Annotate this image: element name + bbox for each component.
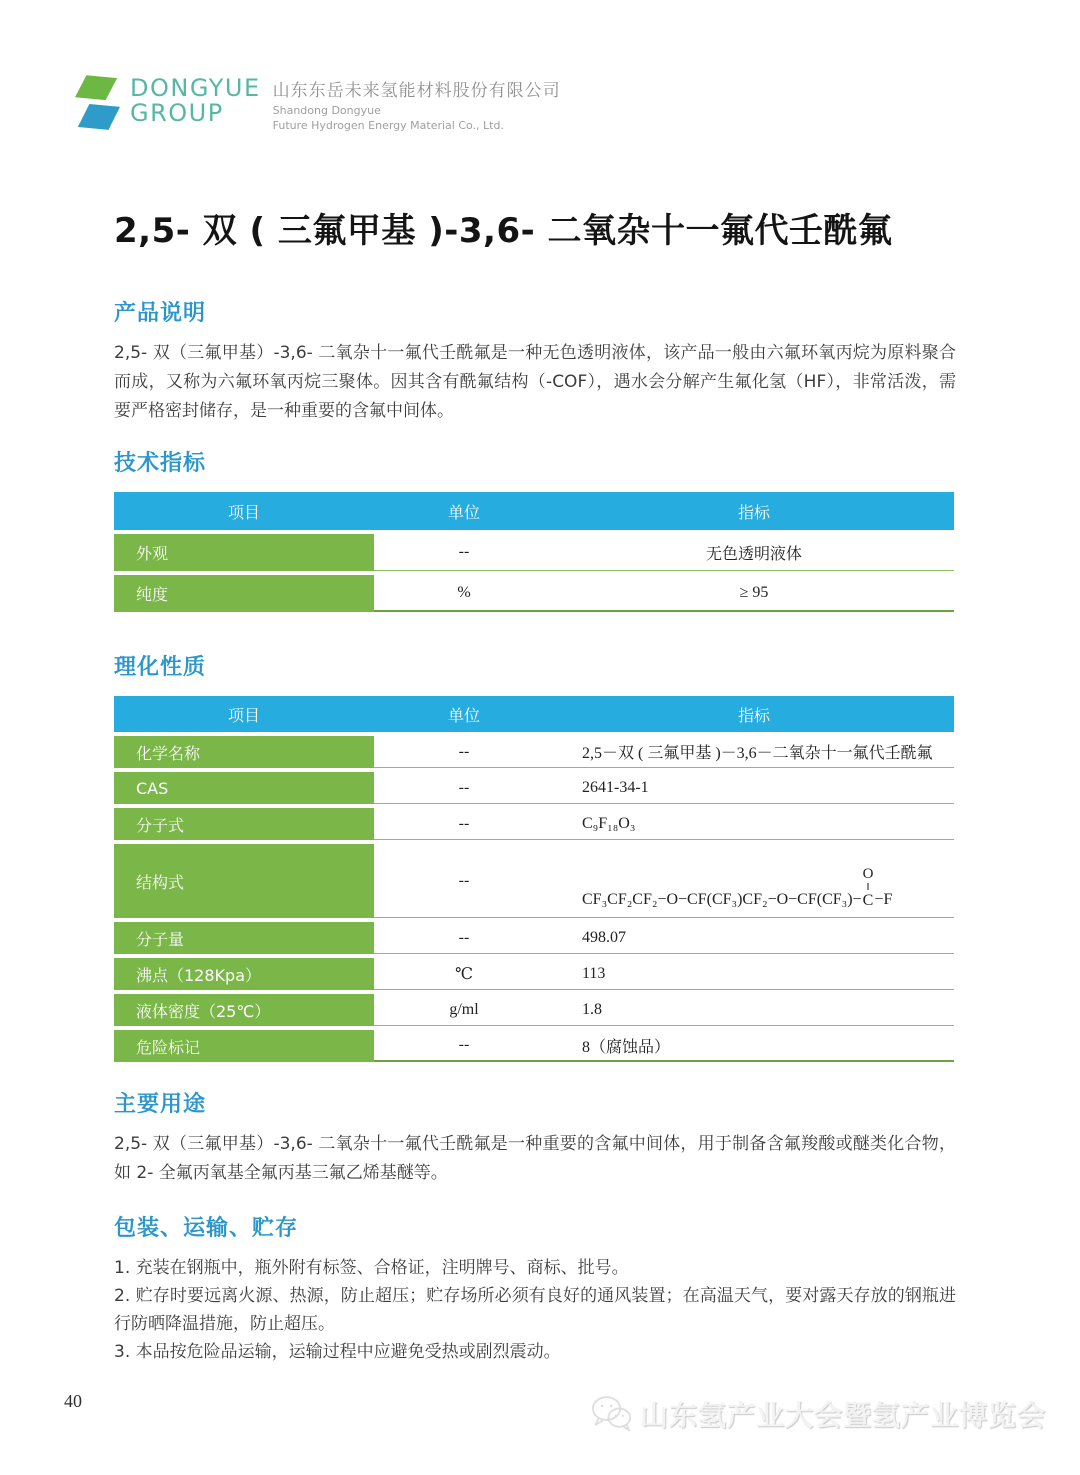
heading-properties: 理化性质	[114, 655, 207, 680]
row-unit: --	[458, 543, 470, 560]
row-unit: --	[458, 928, 470, 946]
row-value: 1.8	[582, 1000, 602, 1018]
heading-main-uses: 主要用途	[114, 1092, 207, 1117]
company-logo	[74, 74, 561, 134]
row-label: 分子式	[114, 808, 374, 840]
row-label: 外观	[114, 534, 374, 571]
page-title: 2,5- 双 ( 三氟甲基 )-3,6- 二氧杂十一氟代壬酰氟	[114, 211, 893, 251]
row-unit: --	[458, 871, 470, 889]
carbonyl-group: O ‖ C	[862, 866, 874, 909]
main-uses-text: 2,5- 双（三氟甲基）-3,6- 二氧杂十一氟代壬酰氟是一种重要的含氟中间体，用于制备含氟羧酸或醚类化合物，如 2- 全氟丙氧基全氟丙基三氟乙烯基醚等。	[114, 1134, 956, 1184]
row-label: 纯度	[114, 575, 374, 612]
table-row-molecular-weight	[114, 922, 954, 954]
row-unit: %	[457, 583, 471, 601]
brand-line2: GROUP	[130, 99, 224, 128]
packaging-item-1: 1. 充装在钢瓶中，瓶外附有标签、合格证，注明牌号、商标、批号。	[114, 1258, 629, 1278]
row-value: 2,5－双 ( 三氟甲基 )－3,6－二氧杂十一氟代壬酰氟	[582, 745, 933, 762]
formula-chain: CF₃CF₂CF₂−O−CF(CF₃)CF₂−O−CF(CF₃)−	[582, 891, 862, 908]
brand-wordmark	[130, 76, 261, 126]
properties-table	[114, 696, 954, 1062]
row-label: 危险标记	[114, 1030, 374, 1062]
col-header-unit: 单位	[447, 502, 480, 522]
table-row-boiling-point	[114, 958, 954, 990]
row-value: 113	[582, 964, 606, 982]
table-row-chemical-name	[114, 736, 954, 768]
table-row-liquid-density	[114, 994, 954, 1026]
row-label: 结构式	[114, 844, 374, 918]
section-packaging	[114, 1211, 956, 1366]
row-label: CAS	[114, 772, 374, 804]
packaging-item-2: 2. 贮存时要远离火源、热源，防止超压；贮存场所必须有良好的通风装置；在高温天气，要对露天存放的钢瓶进行防晒降温措施，防止超压。	[114, 1286, 956, 1335]
row-value: ≥ 95	[739, 583, 769, 601]
table-row	[114, 575, 954, 612]
row-value: 2641-34-1	[582, 778, 649, 796]
row-unit: ℃	[455, 965, 473, 983]
row-label: 化学名称	[114, 736, 374, 768]
product-description-text: 2,5- 双（三氟甲基）-3,6- 二氧杂十一氟代壬酰氟是一种无色透明液体，该产品一般由六氟环氧丙烷为原料聚合而成，又称为六氟环氧丙烷三聚体。因其含有酰氟结构（-COF），遇水会分解产生氟化氢（HF），非常活泼，需要严格密封储存，是一种重要的含氟中间体。	[114, 343, 956, 422]
tech-specs-table	[114, 492, 954, 612]
row-label: 液体密度（25℃）	[114, 994, 374, 1026]
heading-packaging: 包装、运输、贮存	[114, 1216, 299, 1241]
col-header-spec: 指标	[737, 502, 770, 522]
table-row-hazard-mark	[114, 1030, 954, 1062]
wechat-icon	[590, 1394, 634, 1434]
table-row-structural-formula	[114, 844, 954, 918]
company-name-block	[273, 76, 561, 134]
section-product-description	[114, 296, 956, 427]
row-unit: g/ml	[449, 1000, 479, 1018]
table-row-cas	[114, 772, 954, 804]
formula-tail: −F	[874, 891, 893, 908]
heading-tech-specs: 技术指标	[114, 451, 207, 476]
row-value: 无色透明液体	[705, 545, 802, 563]
heading-product-description: 产品说明	[114, 301, 207, 326]
section-main-uses	[114, 1087, 956, 1188]
row-unit: --	[458, 742, 470, 760]
brand-line1: DONGYUE	[130, 74, 261, 102]
structural-formula	[582, 867, 954, 909]
col-header-item: 项目	[227, 705, 260, 725]
packaging-list	[114, 1254, 956, 1366]
col-header-unit: 单位	[447, 705, 480, 725]
row-value: C₉F₁₈O₃	[582, 814, 636, 832]
table-header-row	[114, 492, 954, 530]
row-unit: --	[458, 814, 470, 832]
row-value-structural-formula	[554, 867, 954, 917]
company-name-en-1: Shandong Dongyue	[272, 104, 381, 117]
table-row-molecular-formula	[114, 808, 954, 840]
watermark-text: 山东氢产业大会暨氢产业博览会	[639, 1399, 1046, 1432]
table-row	[114, 534, 954, 571]
col-header-item: 项目	[227, 502, 260, 522]
row-value: 498.07	[582, 928, 626, 946]
section-tech-specs	[114, 446, 956, 612]
col-header-spec: 指标	[737, 705, 770, 725]
row-unit: --	[458, 1036, 470, 1053]
row-label: 沸点（128Kpa）	[114, 958, 374, 990]
page-number: 40	[64, 1391, 82, 1411]
row-unit: --	[458, 778, 470, 796]
company-name-cn: 山东东岳未来氢能材料股份有限公司	[272, 81, 561, 101]
packaging-item-3: 3. 本品按危险品运输，运输过程中应避免受热或剧烈震动。	[114, 1342, 561, 1363]
dongyue-logo-icon	[74, 74, 120, 132]
row-label: 分子量	[114, 922, 374, 954]
table-header-row	[114, 696, 954, 732]
footer-watermark	[590, 1394, 1046, 1434]
company-name-en-2: Future Hydrogen Energy Material Co., Ltd.	[272, 118, 504, 132]
section-properties	[114, 650, 956, 1062]
row-value: 8（腐蚀品）	[582, 1038, 671, 1056]
